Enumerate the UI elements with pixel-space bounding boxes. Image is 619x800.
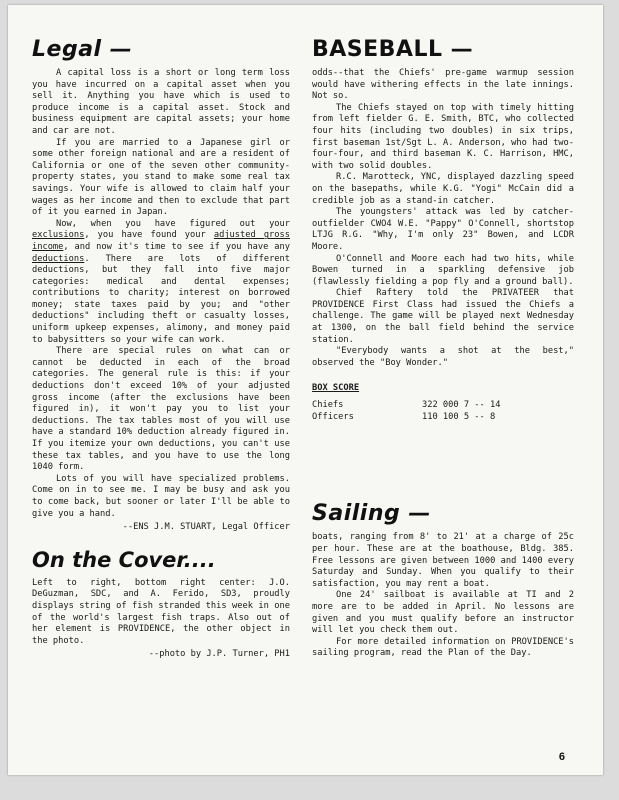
team-score: 110 100 5 -- 8 [422, 412, 496, 423]
legal-heading: Legal — [32, 37, 133, 62]
legal-paragraph: Lots of you will have specialized problems. Come on in to see me. I may be busy and ask you to come back, but sooner or later I'll be able to give you a hand. [32, 473, 290, 519]
cover-caption: Left to right, bottom right center: J.O. DeGuzman, SDC, and A. Ferido, SD3, proudly displays string of fish stranded this week in one of the world's largest fish traps. Also out of her element is PROVIDENCE, the other object in the photo. [32, 577, 290, 646]
left-column [32, 37, 290, 661]
legal-signature: --ENS J.M. STUART, Legal Officer [122, 522, 290, 533]
cover-heading: On the Cover.... [32, 547, 216, 572]
exclusions-term: exclusions [32, 230, 85, 241]
baseball-paragraph: O'Connell and Moore each had two hits, while Bowen turned in a sparkling defensive job (flawlessly fielding a pop fly and a ground ball). [312, 253, 574, 287]
table-row [312, 411, 500, 423]
team-name: Chiefs [312, 400, 344, 411]
baseball-paragraph: R.C. Marotteck, YNC, displayed dazzling speed on the basepaths, while K.G. "Yogi" McCain did a credible job as a stand-in catcher. [312, 172, 574, 206]
sailing-paragraph: boats, ranging from 8' to 21' at a charge of 25c per hour. These are at the boathouse, Bldg. 385. Free lessons are given between 1000 and 1400 every Saturday and Sunday. When you qualify to their satisfaction, you may rent a boat. [312, 532, 574, 589]
baseball-paragraph: Chief Raftery told the PRIVATEER that PROVIDENCE First Class had issued the Chiefs a challenge. The game will be played next Wednesday at 1300, on the ball field behind the service station. [312, 288, 574, 345]
baseball-paragraph: odds--that the Chiefs' pre-game warmup session would have withering effects in the late innings. Not so. [312, 68, 574, 102]
legal-paragraph: A capital loss is a short or long term loss you have incurred on a capital asset when you sell it. Anything you have which is used to produce income is a capital asset. Stock and business equipment are capital assets; your home and car are not. [32, 68, 290, 136]
team-name: Officers [312, 412, 354, 423]
legal-paragraph: If you are married to a Japanese girl or some other foreign national and are a resident of California or one of the seven other community-property states, you stand to make some real tax savings. Your wife is allowed to claim half your wages as her income and then to exclude that part of it you earned in Japan. [32, 137, 290, 218]
baseball-paragraph: "Everybody wants a shot at the best," observed the "Boy Wonder." [312, 346, 574, 368]
sailing-paragraph: One 24' sailboat is available at TI and 2 more are to be added in April. No lessons are given and you must qualify before an instructor will let you check them out. [312, 590, 574, 636]
box-score-table [312, 399, 500, 423]
box-score-title: BOX SCORE [312, 383, 360, 394]
deductions-term: deductions [32, 253, 85, 264]
team-score: 322 000 7 -- 14 [422, 400, 501, 411]
adjusted-gross-income-term: adjusted gross income [32, 230, 290, 252]
baseball-paragraph: The youngsters' attack was led by catcher-outfielder CWO4 W.E. "Pappy" O'Connell, shortstop LTJG R.G. "Why, I'm only 23" Bowen, and LCDR Moore. [312, 207, 574, 252]
sailing-paragraph: For more detailed information on PROVIDENCE's sailing program, read the Plan of the Day. [312, 636, 574, 659]
photo-credit: --photo by J.P. Turner, PH1 [148, 649, 290, 660]
newsletter-page [8, 5, 603, 775]
table-row [312, 399, 500, 411]
legal-paragraph: There are special rules on what can or cannot be deducted in each of the broad categories. The general rule is this: if your deductions don't exceed 10% of your adjusted gross income (after the exclusions have been figured in), it won't pay you to list your deductions. The tax tables most of you will use have a standard 10% deduction already figured in. If you itemize your own deductions, you can't use these tax tables, and you have to use the long 1040 form. [32, 346, 290, 473]
legal-paragraph: Now, when you have figured out your exclusions, you have found your adjusted gross income, and now it's time to see if you have any deductions. There are lots of different deductions, but they fall into five major categories: medical and dental expenses; contributions to charity; interest on borrowed money; state taxes paid by you; and "other deductions" including theft or casualty losses, uniform upkeep expenses, alimony, and money paid to babysitters so your wife can work. [32, 218, 290, 345]
right-column [312, 37, 574, 660]
page-number: 6 [558, 751, 565, 763]
sailing-heading: Sailing — [312, 501, 431, 527]
baseball-heading: BASEBALL — [312, 37, 474, 62]
baseball-paragraph: The Chiefs stayed on top with timely hitting from left fielder G. E. Smith, BTC, who collected four hits (including two doubles) in six trips, first baseman 1st/Sgt L. A. Anderson, who had two-four-four, and third baseman K. C. Harrison, HMC, with two solid doubles. [312, 102, 574, 171]
